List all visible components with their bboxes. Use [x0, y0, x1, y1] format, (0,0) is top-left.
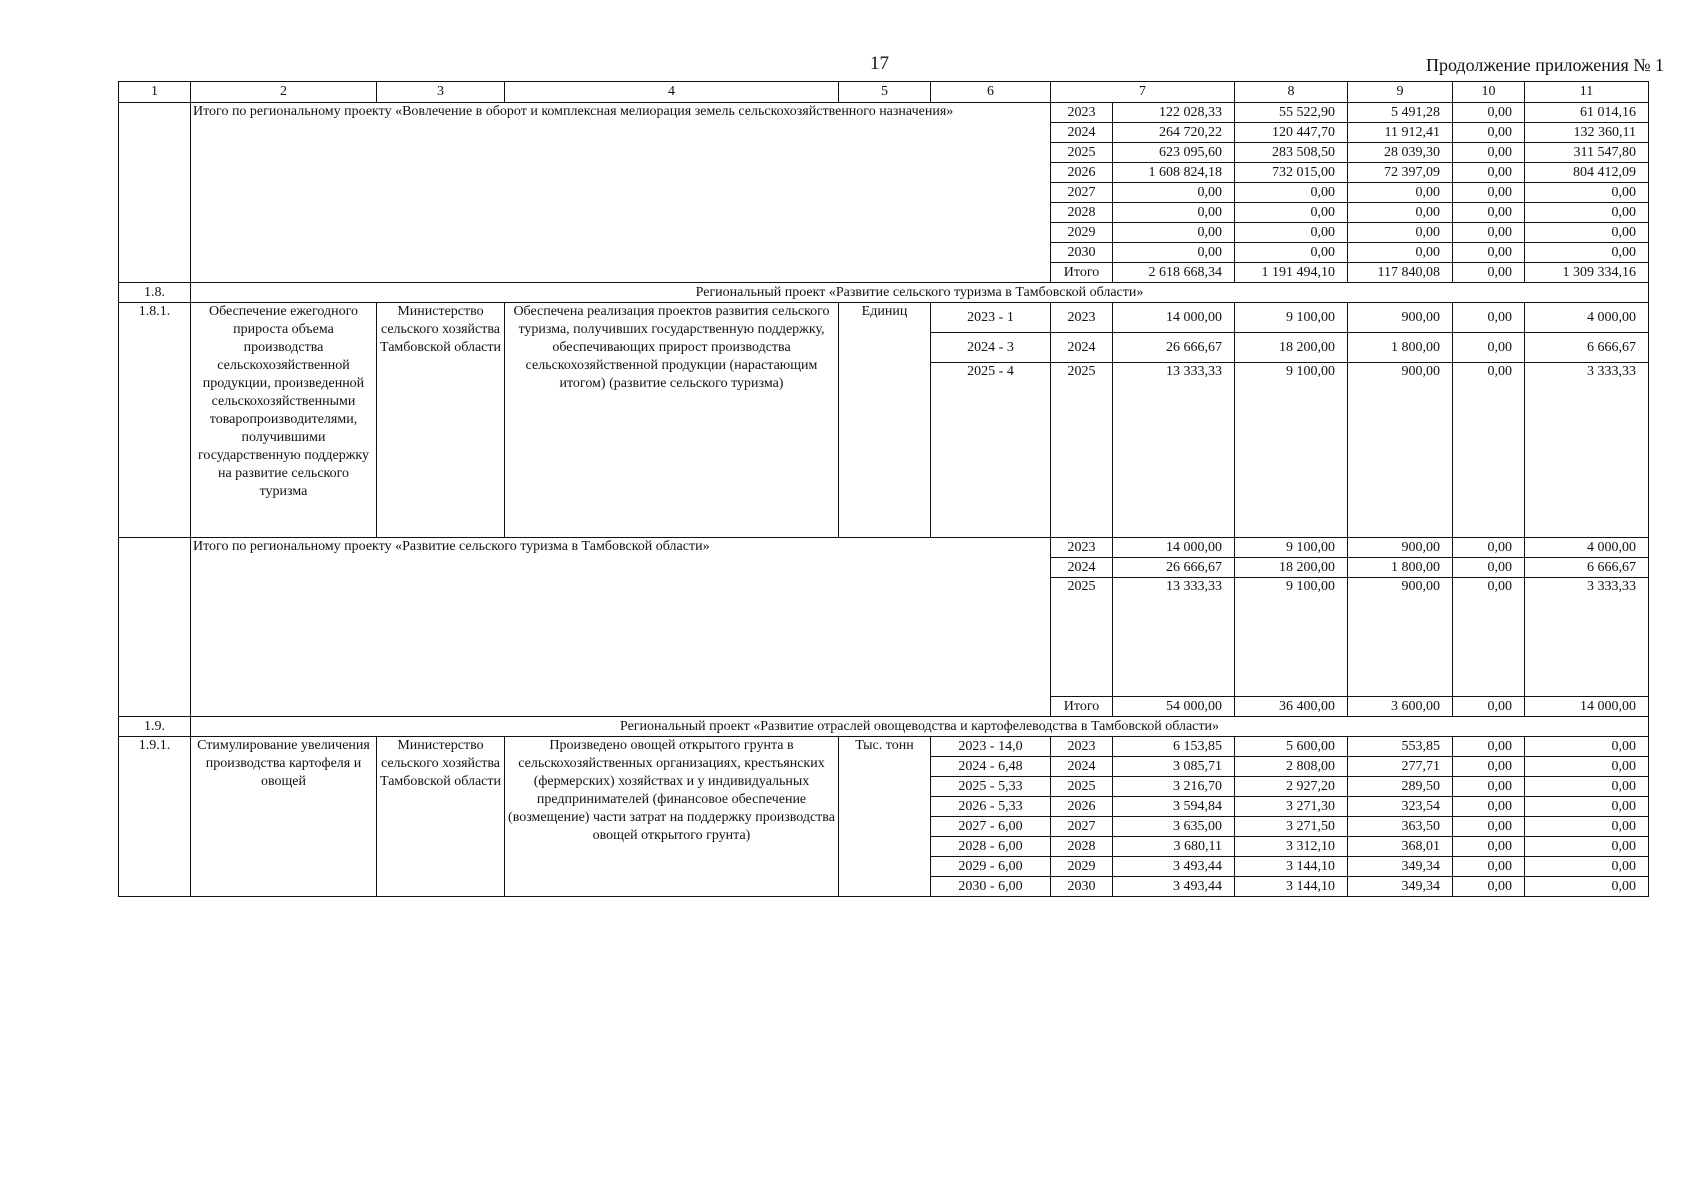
extrabudget-cell: 0,00: [1525, 857, 1649, 877]
local-budget-cell: 0,00: [1453, 203, 1525, 223]
column-header: 3: [377, 82, 505, 103]
federal-budget-cell: 283 508,50: [1235, 143, 1348, 163]
year-cell: 2028: [1051, 837, 1113, 857]
target-value-cell: 2028 - 6,00: [931, 837, 1051, 857]
regional-budget-cell: 0,00: [1348, 223, 1453, 243]
target-value-cell: 2026 - 5,33: [931, 797, 1051, 817]
regional-budget-cell: 553,85: [1348, 737, 1453, 757]
total-cell: 3 493,44: [1113, 877, 1235, 897]
year-cell: 2025: [1051, 777, 1113, 797]
column-header: 8: [1235, 82, 1348, 103]
regional-budget-cell: 72 397,09: [1348, 163, 1453, 183]
local-budget-cell: 0,00: [1453, 558, 1525, 578]
extrabudget-cell: 0,00: [1525, 777, 1649, 797]
federal-budget-cell: 0,00: [1235, 223, 1348, 243]
local-budget-cell: 0,00: [1453, 797, 1525, 817]
total-cell: 0,00: [1113, 183, 1235, 203]
regional-budget-cell: 323,54: [1348, 797, 1453, 817]
section-number: 1.9.: [119, 717, 191, 737]
total-cell: 13 333,33: [1113, 578, 1235, 697]
year-cell: 2026: [1051, 163, 1113, 183]
regional-budget-cell: 5 491,28: [1348, 103, 1453, 123]
item-executor: Министерство сельского хозяйства Тамбовской области: [377, 303, 505, 538]
continuation-label: Продолжение приложения № 1: [1425, 55, 1664, 75]
federal-budget-cell: 3 271,50: [1235, 817, 1348, 837]
total-cell: 3 594,84: [1113, 797, 1235, 817]
program-table: [118, 81, 1649, 897]
extrabudget-cell: 311 547,80: [1525, 143, 1649, 163]
federal-budget-cell: 120 447,70: [1235, 123, 1348, 143]
item-unit: Единиц: [839, 303, 931, 538]
federal-budget-cell: 5 600,00: [1235, 737, 1348, 757]
item-number: 1.9.1.: [119, 737, 191, 897]
regional-budget-cell: 0,00: [1348, 183, 1453, 203]
federal-budget-cell: 2 808,00: [1235, 757, 1348, 777]
target-value-cell: 2030 - 6,00: [931, 877, 1051, 897]
section-title: Региональный проект «Развитие сельского туризма в Тамбовской области»: [191, 283, 1649, 303]
regional-budget-cell: 1 800,00: [1348, 558, 1453, 578]
total-cell: 0,00: [1113, 203, 1235, 223]
s18-section-row: [119, 283, 1649, 303]
item-executor: Министерство сельского хозяйства Тамбовской области: [377, 737, 505, 897]
federal-budget-cell: 18 200,00: [1235, 558, 1348, 578]
year-cell: 2023: [1051, 303, 1113, 333]
column-header: 9: [1348, 82, 1453, 103]
total-cell: 3 493,44: [1113, 857, 1235, 877]
project-total-title: Итого по региональному проекту «Развитие сельского туризма в Тамбовской области»: [191, 538, 1051, 717]
total-cell: 13 333,33: [1113, 363, 1235, 538]
s19-section-row: [119, 717, 1649, 737]
year-cell: 2027: [1051, 817, 1113, 837]
extrabudget-cell: 0,00: [1525, 203, 1649, 223]
local-budget-cell: 0,00: [1453, 837, 1525, 857]
federal-budget-cell: 9 100,00: [1235, 578, 1348, 697]
column-header: 11: [1525, 82, 1649, 103]
regional-budget-cell: 3 600,00: [1348, 697, 1453, 717]
year-cell: 2023: [1051, 737, 1113, 757]
extrabudget-cell: 6 666,67: [1525, 333, 1649, 363]
year-cell: 2026: [1051, 797, 1113, 817]
local-budget-cell: 0,00: [1453, 333, 1525, 363]
local-budget-cell: 0,00: [1453, 223, 1525, 243]
table-row: [119, 103, 1649, 123]
total-cell: 14 000,00: [1113, 538, 1235, 558]
regional-budget-cell: 117 840,08: [1348, 263, 1453, 283]
year-cell: 2023: [1051, 538, 1113, 558]
project-total-title: Итого по региональному проекту «Вовлечение в оборот и комплексная мелиорация земель сельскохозяйственного назначения»: [191, 103, 1051, 283]
federal-budget-cell: 3 312,10: [1235, 837, 1348, 857]
federal-budget-cell: 0,00: [1235, 243, 1348, 263]
table-row: [119, 303, 1649, 333]
extrabudget-cell: 0,00: [1525, 243, 1649, 263]
regional-budget-cell: 0,00: [1348, 243, 1453, 263]
target-value-cell: 2025 - 5,33: [931, 777, 1051, 797]
extrabudget-cell: 0,00: [1525, 223, 1649, 243]
federal-budget-cell: 9 100,00: [1235, 303, 1348, 333]
total-cell: 3 216,70: [1113, 777, 1235, 797]
regional-budget-cell: 1 800,00: [1348, 333, 1453, 363]
column-header: 1: [119, 82, 191, 103]
item-indicator: Обеспечена реализация проектов развития сельского туризма, получивших государственную поддержку, обеспечивающих прирост производства сельскохозяйственной продукции (нарастающим итогом) (развитие сельского туризма): [505, 303, 839, 538]
year-cell: 2030: [1051, 877, 1113, 897]
column-header: 6: [931, 82, 1051, 103]
extrabudget-cell: 1 309 334,16: [1525, 263, 1649, 283]
local-budget-cell: 0,00: [1453, 183, 1525, 203]
total-label: Итого: [1051, 263, 1113, 283]
federal-budget-cell: 18 200,00: [1235, 333, 1348, 363]
extrabudget-cell: 6 666,67: [1525, 558, 1649, 578]
total-cell: 3 635,00: [1113, 817, 1235, 837]
item-name: Обеспечение ежегодного прироста объема производства сельскохозяйственной продукции, произведенной сельскохозяйственными товаропроизводителями, получившими государственную поддержку на развитие сельского туризма: [191, 303, 377, 538]
local-budget-cell: 0,00: [1453, 163, 1525, 183]
local-budget-cell: 0,00: [1453, 143, 1525, 163]
local-budget-cell: 0,00: [1453, 243, 1525, 263]
target-value-cell: 2023 - 14,0: [931, 737, 1051, 757]
extrabudget-cell: 0,00: [1525, 817, 1649, 837]
total-cell: 26 666,67: [1113, 333, 1235, 363]
row-number-cell: [119, 538, 191, 717]
federal-budget-cell: 0,00: [1235, 203, 1348, 223]
local-budget-cell: 0,00: [1453, 697, 1525, 717]
local-budget-cell: 0,00: [1453, 538, 1525, 558]
column-header: 7: [1051, 82, 1235, 103]
header-row: [119, 82, 1649, 103]
item-unit: Тыс. тонн: [839, 737, 931, 897]
year-cell: 2029: [1051, 223, 1113, 243]
extrabudget-cell: 0,00: [1525, 737, 1649, 757]
total-cell: 0,00: [1113, 243, 1235, 263]
year-cell: 2027: [1051, 183, 1113, 203]
extrabudget-cell: 14 000,00: [1525, 697, 1649, 717]
federal-budget-cell: 732 015,00: [1235, 163, 1348, 183]
federal-budget-cell: 3 144,10: [1235, 857, 1348, 877]
year-cell: 2023: [1051, 103, 1113, 123]
total-cell: 3 085,71: [1113, 757, 1235, 777]
regional-budget-cell: 900,00: [1348, 578, 1453, 697]
total-cell: 623 095,60: [1113, 143, 1235, 163]
row-number-cell: [119, 103, 191, 283]
total-cell: 6 153,85: [1113, 737, 1235, 757]
regional-budget-cell: 11 912,41: [1348, 123, 1453, 143]
local-budget-cell: 0,00: [1453, 303, 1525, 333]
year-cell: 2024: [1051, 123, 1113, 143]
total-cell: 3 680,11: [1113, 837, 1235, 857]
section-title: Региональный проект «Развитие отраслей овощеводства и картофелеводства в Тамбовской области»: [191, 717, 1649, 737]
local-budget-cell: 0,00: [1453, 578, 1525, 697]
extrabudget-cell: 3 333,33: [1525, 578, 1649, 697]
local-budget-cell: 0,00: [1453, 817, 1525, 837]
column-header: 2: [191, 82, 377, 103]
total-cell: 264 720,22: [1113, 123, 1235, 143]
column-header: 5: [839, 82, 931, 103]
total-cell: 122 028,33: [1113, 103, 1235, 123]
page-number: 17: [870, 53, 889, 74]
year-cell: 2028: [1051, 203, 1113, 223]
federal-budget-cell: 2 927,20: [1235, 777, 1348, 797]
extrabudget-cell: 0,00: [1525, 837, 1649, 857]
item-indicator: Произведено овощей открытого грунта в сельскохозяйственных организациях, крестьянских (фермерских) хозяйствах и у индивидуальных предпринимателей (финансовое обеспечение (возмещение) части затрат на поддержку производства овощей открытого грунта): [505, 737, 839, 897]
regional-budget-cell: 349,34: [1348, 857, 1453, 877]
federal-budget-cell: 3 144,10: [1235, 877, 1348, 897]
extrabudget-cell: 0,00: [1525, 797, 1649, 817]
regional-budget-cell: 368,01: [1348, 837, 1453, 857]
federal-budget-cell: 55 522,90: [1235, 103, 1348, 123]
regional-budget-cell: 900,00: [1348, 363, 1453, 538]
total-cell: 0,00: [1113, 223, 1235, 243]
year-cell: 2025: [1051, 143, 1113, 163]
extrabudget-cell: 0,00: [1525, 877, 1649, 897]
target-value-cell: 2029 - 6,00: [931, 857, 1051, 877]
year-cell: 2024: [1051, 558, 1113, 578]
total-label: Итого: [1051, 697, 1113, 717]
item-number: 1.8.1.: [119, 303, 191, 538]
regional-budget-cell: 28 039,30: [1348, 143, 1453, 163]
table-row: [119, 538, 1649, 558]
extrabudget-cell: 0,00: [1525, 183, 1649, 203]
federal-budget-cell: 9 100,00: [1235, 538, 1348, 558]
local-budget-cell: 0,00: [1453, 103, 1525, 123]
local-budget-cell: 0,00: [1453, 263, 1525, 283]
target-value-cell: 2025 - 4: [931, 363, 1051, 538]
regional-budget-cell: 0,00: [1348, 203, 1453, 223]
local-budget-cell: 0,00: [1453, 363, 1525, 538]
total-cell: 2 618 668,34: [1113, 263, 1235, 283]
local-budget-cell: 0,00: [1453, 123, 1525, 143]
target-value-cell: 2024 - 3: [931, 333, 1051, 363]
extrabudget-cell: 804 412,09: [1525, 163, 1649, 183]
table-body: [119, 82, 1649, 897]
total-cell: 54 000,00: [1113, 697, 1235, 717]
column-header: 4: [505, 82, 839, 103]
year-cell: 2024: [1051, 333, 1113, 363]
regional-budget-cell: 289,50: [1348, 777, 1453, 797]
total-cell: 1 608 824,18: [1113, 163, 1235, 183]
total-cell: 26 666,67: [1113, 558, 1235, 578]
regional-budget-cell: 363,50: [1348, 817, 1453, 837]
total-cell: 14 000,00: [1113, 303, 1235, 333]
federal-budget-cell: 1 191 494,10: [1235, 263, 1348, 283]
regional-budget-cell: 900,00: [1348, 303, 1453, 333]
year-cell: 2025: [1051, 363, 1113, 538]
federal-budget-cell: 9 100,00: [1235, 363, 1348, 538]
target-value-cell: 2024 - 6,48: [931, 757, 1051, 777]
federal-budget-cell: 3 271,30: [1235, 797, 1348, 817]
target-value-cell: 2027 - 6,00: [931, 817, 1051, 837]
local-budget-cell: 0,00: [1453, 777, 1525, 797]
local-budget-cell: 0,00: [1453, 737, 1525, 757]
extrabudget-cell: 4 000,00: [1525, 303, 1649, 333]
local-budget-cell: 0,00: [1453, 757, 1525, 777]
target-value-cell: 2023 - 1: [931, 303, 1051, 333]
year-cell: 2024: [1051, 757, 1113, 777]
federal-budget-cell: 0,00: [1235, 183, 1348, 203]
column-header: 10: [1453, 82, 1525, 103]
extrabudget-cell: 0,00: [1525, 757, 1649, 777]
local-budget-cell: 0,00: [1453, 857, 1525, 877]
extrabudget-cell: 4 000,00: [1525, 538, 1649, 558]
year-cell: 2030: [1051, 243, 1113, 263]
federal-budget-cell: 36 400,00: [1235, 697, 1348, 717]
regional-budget-cell: 277,71: [1348, 757, 1453, 777]
extrabudget-cell: 132 360,11: [1525, 123, 1649, 143]
year-cell: 2029: [1051, 857, 1113, 877]
regional-budget-cell: 349,34: [1348, 877, 1453, 897]
item-name: Стимулирование увеличения производства картофеля и овощей: [191, 737, 377, 897]
regional-budget-cell: 900,00: [1348, 538, 1453, 558]
section-number: 1.8.: [119, 283, 191, 303]
table-row: [119, 737, 1649, 757]
extrabudget-cell: 3 333,33: [1525, 363, 1649, 538]
extrabudget-cell: 61 014,16: [1525, 103, 1649, 123]
local-budget-cell: 0,00: [1453, 877, 1525, 897]
year-cell: 2025: [1051, 578, 1113, 697]
